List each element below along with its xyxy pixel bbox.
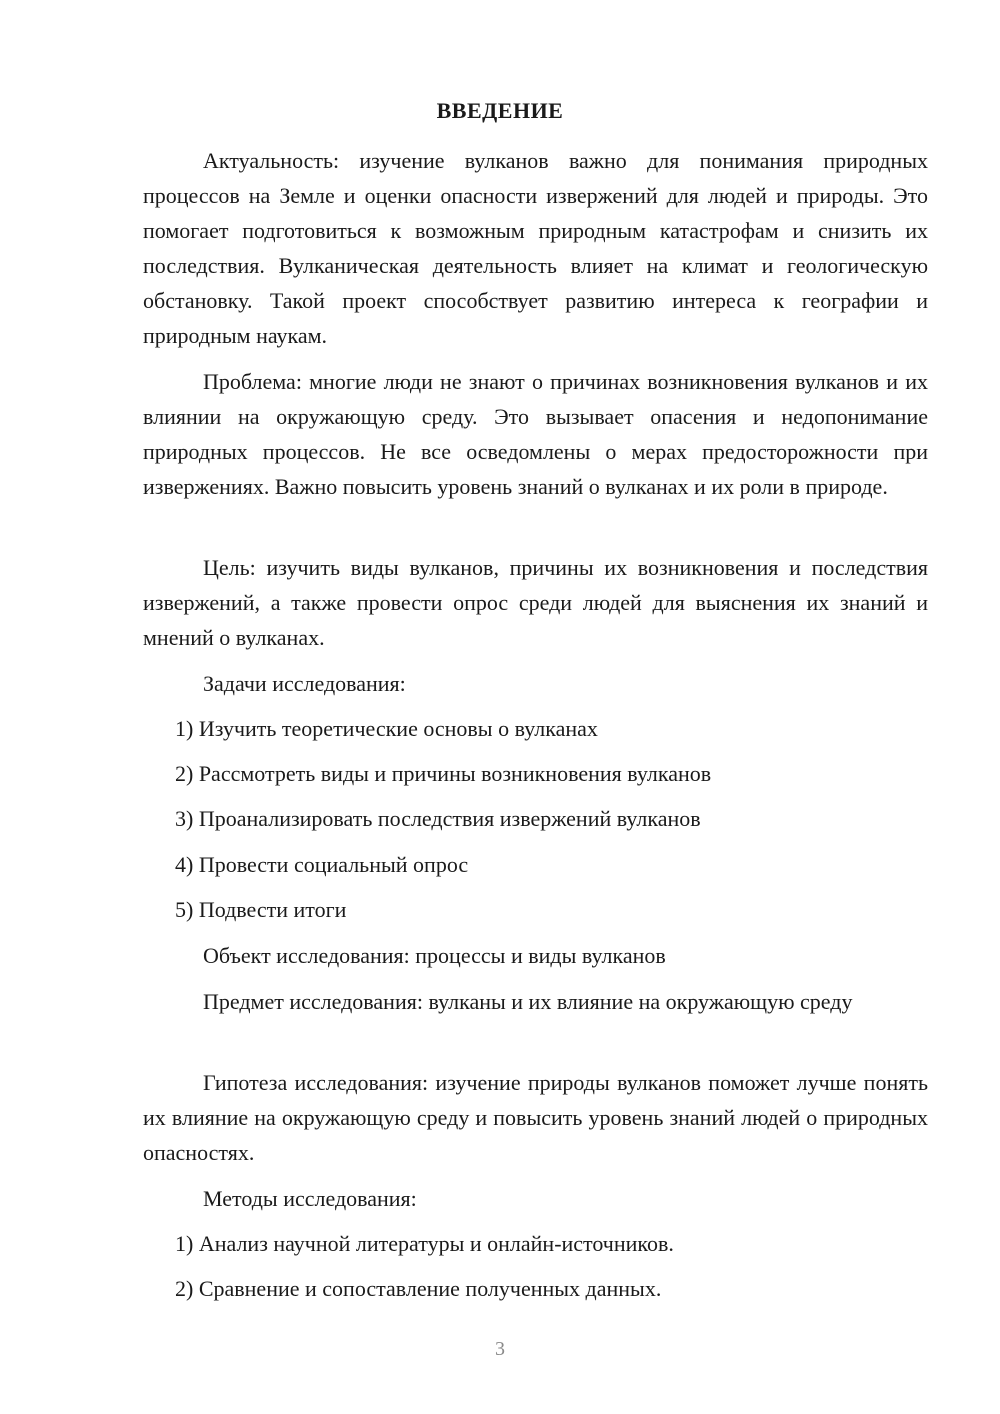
tasks-heading: Задачи исследования: bbox=[203, 671, 406, 696]
paragraph-problem: Проблема: многие люди не знают о причинах возникновения вулканов и их влиянии на окружающую среду. Это вызывает опасения и недопонимание природных процессов. Не все осведомлены о мерах предосторожности при извержениях. Важно повысить уровень знаний о вулканах и их роли в природе. bbox=[143, 369, 928, 499]
list-item-task-2: 2) Рассмотреть виды и причины возникновения вулканов bbox=[175, 761, 712, 786]
paragraph-relevance: Актуальность: изучение вулканов важно для понимания природных процессов на Земле и оценки опасности извержений для людей и природы. Это помогает подготовиться к возможным природным катастрофам и снизить их последствия. Вулканическая деятельность влияет на климат и геологическую обстановку. Такой проект способствует развитию интереса к географии и природным наукам. bbox=[143, 148, 928, 348]
paragraph-object: Объект исследования: процессы и виды вулканов bbox=[203, 943, 666, 968]
paragraph-hypothesis: Гипотеза исследования: изучение природы вулканов поможет лучше понять их влияние на окружающую среду и повысить уровень знаний людей о природных опасностях. bbox=[143, 1070, 928, 1165]
methods-heading: Методы исследования: bbox=[203, 1186, 417, 1211]
list-item-task-5: 5) Подвести итоги bbox=[175, 897, 347, 922]
list-item-method-2: 2) Сравнение и сопоставление полученных данных. bbox=[175, 1276, 662, 1301]
paragraph-goal: Цель: изучить виды вулканов, причины их возникновения и последствия извержений, а также провести опрос среди людей для выяснения их знаний и мнений о вулканах. bbox=[143, 555, 928, 650]
page-number: 3 bbox=[495, 1338, 505, 1360]
list-item-task-1: 1) Изучить теоретические основы о вулканах bbox=[175, 716, 598, 741]
list-item-method-1: 1) Анализ научной литературы и онлайн-источников. bbox=[175, 1231, 674, 1256]
list-item-task-4: 4) Провести социальный опрос bbox=[175, 852, 469, 877]
list-item-task-3: 3) Проанализировать последствия извержений вулканов bbox=[175, 806, 701, 831]
paragraph-subject: Предмет исследования: вулканы и их влияние на окружающую среду bbox=[203, 989, 853, 1014]
page-title: ВВЕДЕНИЕ bbox=[436, 98, 564, 123]
